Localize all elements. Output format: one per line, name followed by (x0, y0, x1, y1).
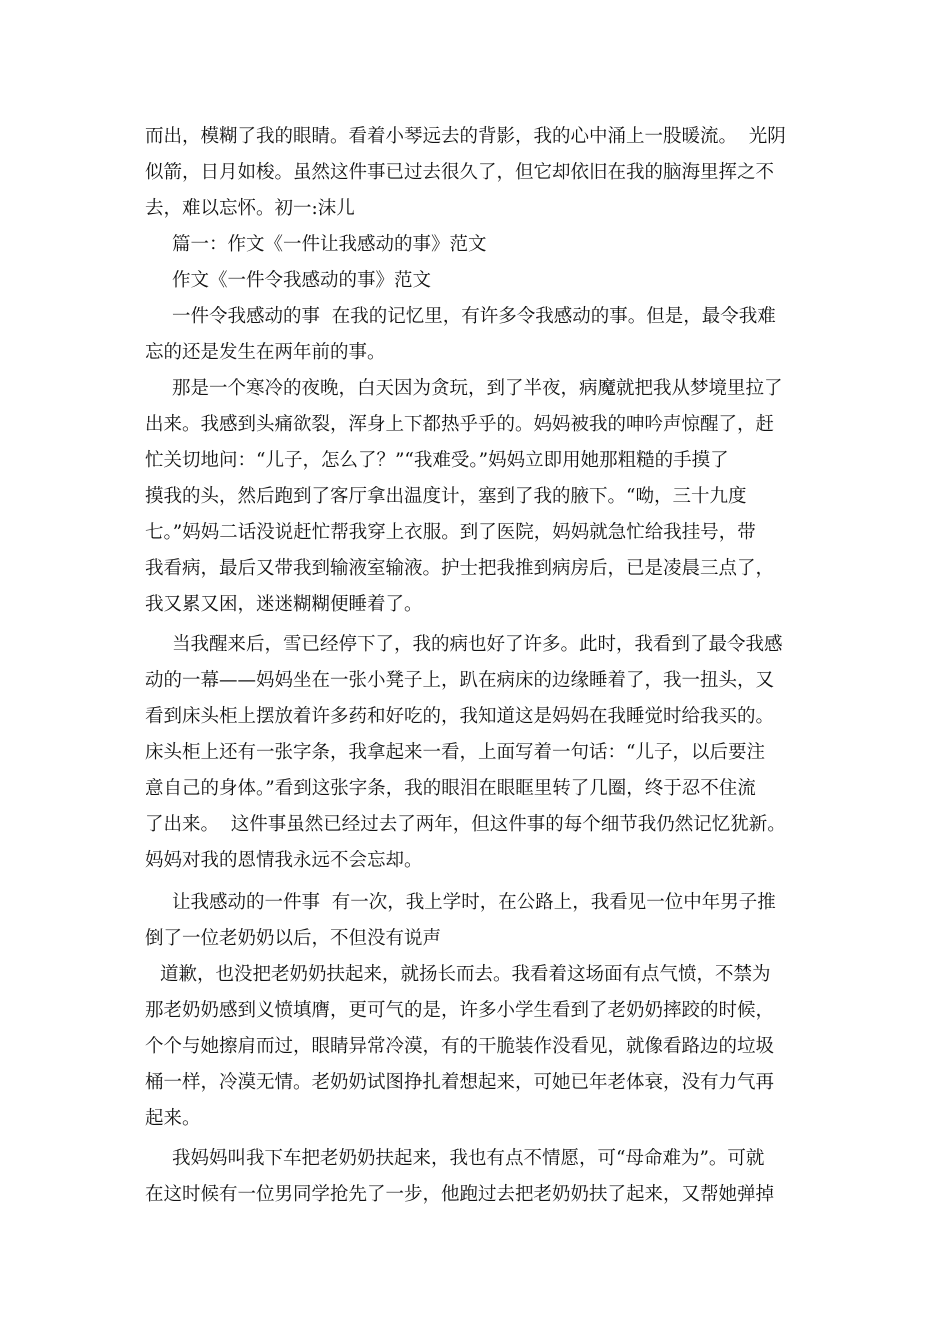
text-line: 一件令我感动的事 在我的记忆里，有许多令我感动的事。但是，最令我难 (172, 306, 776, 327)
text-line: 摸我的头，然后跑到了客厅拿出温度计，塞到了我的腋下。“呦，三十九度 (145, 486, 747, 507)
text-line: 动的一幕——妈妈坐在一张小凳子上，趴在病床的边缘睡着了，我一扭头，又 (145, 670, 775, 691)
text-line: 了出来。 这件事虽然已经过去了两年，但这件事的每个细节我仍然记忆犹新。 (145, 814, 786, 835)
text-line: 我看病，最后又带我到输液室输液。护士把我推到病房后，已是凌晨三点了， (145, 558, 775, 579)
text-line: 倒了一位老奶奶以后，不但没有说声 (145, 928, 442, 949)
text-line: 篇一：作文《一件让我感动的事》范文 (172, 234, 487, 255)
text-line: 作文《一件令我感动的事》范文 (172, 270, 432, 291)
text-line: 我又累又困，迷迷糊糊便睡着了。 (145, 594, 423, 615)
text-line: 七。”妈妈二话没说赶忙帮我穿上衣服。到了医院，妈妈就急忙给我挂号，带 (145, 522, 756, 543)
text-line: 床头柜上还有一张字条，我拿起来一看，上面写着一句话：“儿子，以后要注 (145, 742, 765, 763)
text-line: 而出，模糊了我的眼睛。看着小琴远去的背影，我的心中涌上一股暖流。 光阴 (145, 126, 786, 147)
text-line: 出来。我感到头痛欲裂，浑身上下都热乎乎的。妈妈被我的呻吟声惊醒了，赶 (145, 414, 775, 435)
text-line: 妈妈对我的恩情我永远不会忘却。 (145, 850, 423, 871)
text-line: 忙关切地问：“儿子，怎么了？”“我难受。”妈妈立即用她那粗糙的手摸了 (145, 450, 729, 471)
text-line: 个个与她擦肩而过，眼睛异常冷漠，有的干脆装作没看见，就像看路边的垃圾 (145, 1036, 775, 1057)
text-line: 似箭，日月如梭。虽然这件事已过去很久了，但它却依旧在我的脑海里挥之不 (145, 162, 775, 183)
text-line: 在这时候有一位男同学抢先了一步，他跑过去把老奶奶扶了起来，又帮她弹掉 (145, 1184, 775, 1205)
text-line: 意自己的身体。”看到这张字条，我的眼泪在眼眶里转了几圈，终于忍不住流 (145, 778, 756, 799)
text-line: 看到床头柜上摆放着许多药和好吃的，我知道这是妈妈在我睡觉时给我买的。 (145, 706, 775, 727)
text-line: 道歉，也没把老奶奶扶起来，就扬长而去。我看着这场面有点气愤，不禁为 (160, 964, 771, 985)
text-line: 桶一样，冷漠无情。老奶奶试图挣扎着想起来，可她已年老体衰，没有力气再 (145, 1072, 775, 1093)
text-line: 当我醒来后，雪已经停下了，我的病也好了许多。此时，我看到了最令我感 (172, 634, 783, 655)
text-line: 去，难以忘怀。初一:沫儿 (145, 198, 355, 219)
text-line: 让我感动的一件事 有一次，我上学时，在公路上，我看见一位中年男子推 (172, 892, 776, 913)
text-line: 那是一个寒冷的夜晚，白天因为贪玩，到了半夜，病魔就把我从梦境里拉了 (172, 378, 783, 399)
text-line: 起来。 (145, 1108, 201, 1129)
text-line: 那老奶奶感到义愤填膺，更可气的是，许多小学生看到了老奶奶摔跤的时候， (145, 1000, 775, 1021)
text-line: 我妈妈叫我下车把老奶奶扶起来，我也有点不情愿，可“母命难为”。可就 (172, 1148, 765, 1169)
text-line: 忘的还是发生在两年前的事。 (145, 342, 386, 363)
